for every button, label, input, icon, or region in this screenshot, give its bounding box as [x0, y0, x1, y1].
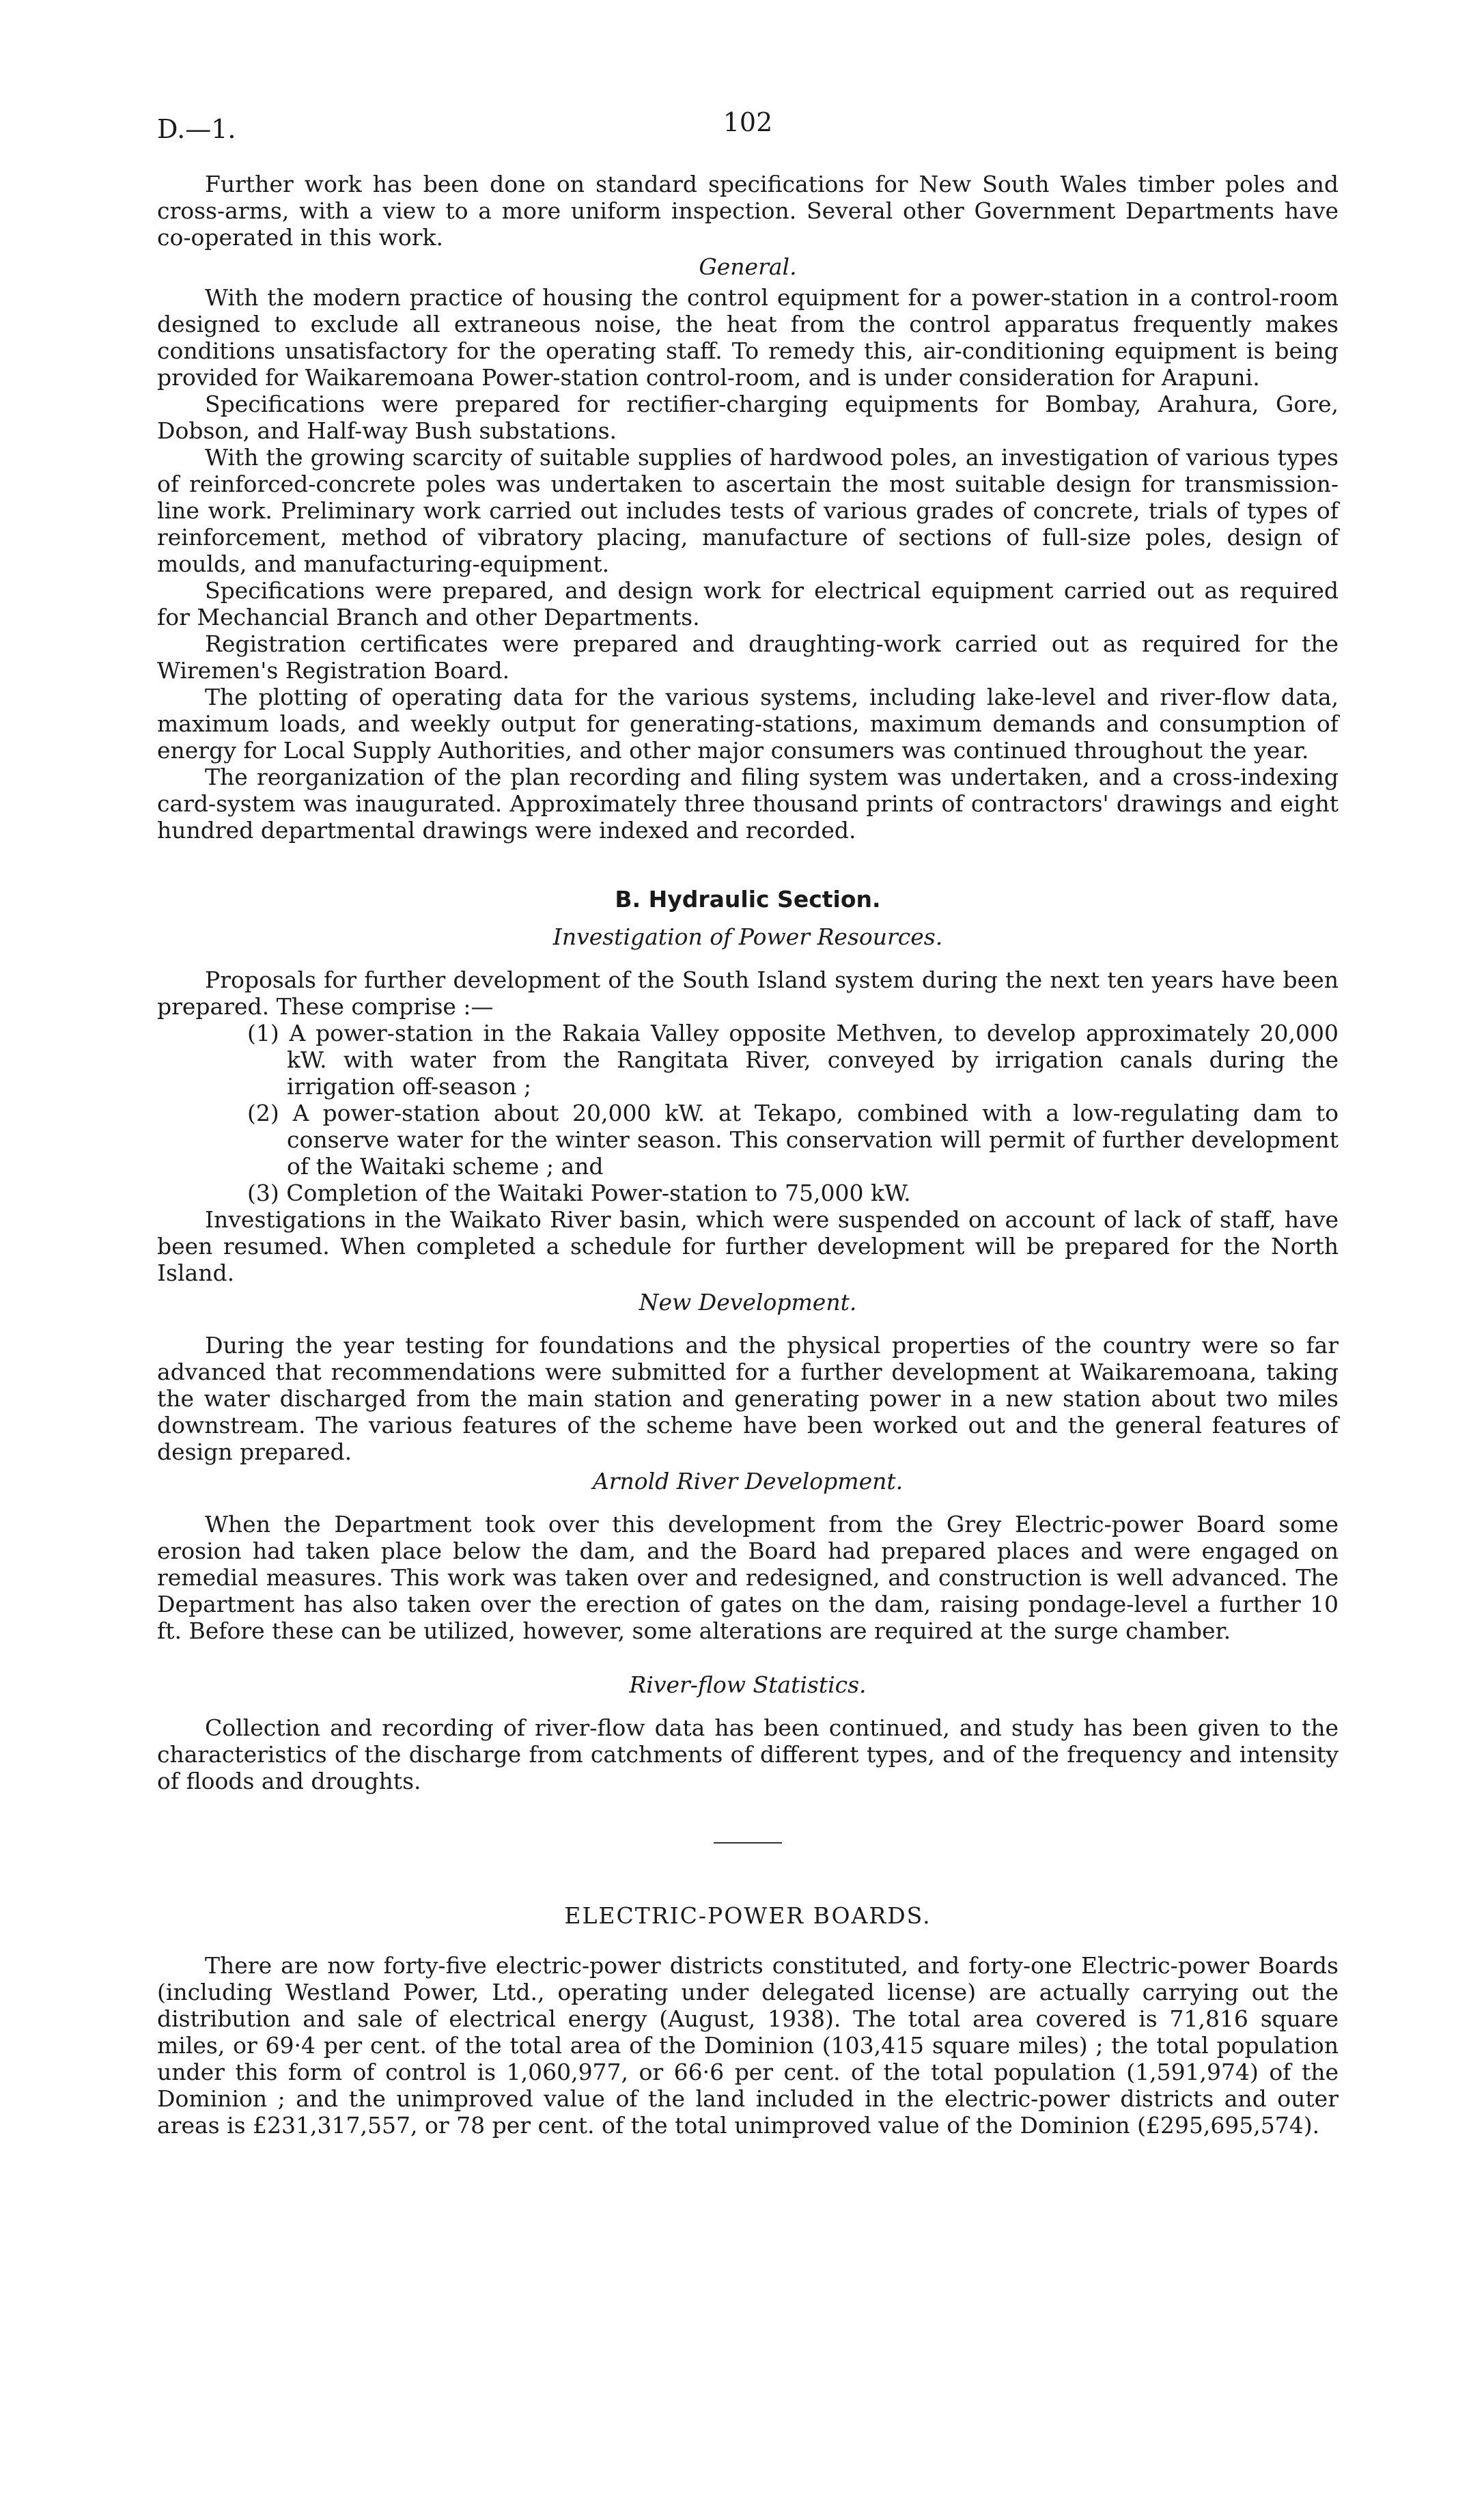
page-header: [157, 109, 1339, 157]
general-paragraph-6: The plotting of operating data for the various systems, including lake-level and river-flow data, maximum loads, and weekly output for generating-stations, maximum demands and consumption of energy for Local Supply Authorities, and other major consumers was continued throughout the year.: [157, 684, 1339, 764]
general-heading: General.: [699, 253, 797, 280]
boards-paragraph: There are now forty-five electric-power districts constituted, and forty-one Electric-power Boards (including Westland Power, Ltd., operating under delegated license) are actually carrying out the distribution and sale of electrical energy (August, 1938). The total area covered is 71,816 square miles, or 69·4 per cent. of the total area of the Dominion (103,415 square miles) ; the total population under this form of control is 1,060,977, or 66·6 per cent. of the total population (1,591,974) of the Dominion ; and the unimproved value of the land included in the electric-power districts and outer areas is £231,317,557, or 78 per cent. of the total unimproved value of the Dominion (£295,695,574).: [157, 1952, 1339, 2139]
list-item: (3) Completion of the Waitaki Power-station to 75,000 kW.: [247, 1180, 911, 1206]
general-paragraph-3: With the growing scarcity of suitable supplies of hardwood poles, an investigation of various types of reinforced-concrete poles was undertaken to ascertain the most suitable design for transmission-line work. Preliminary work carried out includes tests of various grades of concrete, trials of types of reinforcement, method of vibratory placing, manufacture of sections of full-size poles, design of moulds, and manufacturing-equipment.: [157, 444, 1339, 577]
general-paragraph-5: Registration certificates were prepared and draughting-work carried out as required for the Wiremen's Registration Board.: [157, 630, 1339, 684]
general-paragraph-7: The reorganization of the plan recording and filing system was undertaken, and a cross-indexing card-system was inaugurated. Approximately three thousand prints of contractors' drawings and eight hundred departmental drawings were indexed and recorded.: [157, 764, 1339, 844]
report-code: D.—1.: [157, 114, 236, 144]
boards-heading: ELECTRIC-POWER BOARDS.: [564, 1902, 932, 1929]
investigation-after: Investigations in the Waikato River basin, which were suspended on account of lack of staff, have been resumed. When completed a schedule for further development will be prepared for the North Island.: [157, 1206, 1339, 1286]
riverflow-heading: River-flow Statistics.: [629, 1671, 867, 1698]
hydraulic-section-title: B. Hydraulic Section.: [615, 886, 881, 913]
new-development-heading: New Development.: [639, 1289, 857, 1316]
investigation-heading: Investigation of Power Resources.: [552, 923, 943, 950]
page-number: 102: [723, 107, 773, 137]
general-paragraph-2: Specifications were prepared for rectifier-charging equipments for Bombay, Arahura, Gore, Dobson, and Half-way Bush substations.: [157, 391, 1339, 444]
general-paragraph-4: Specifications were prepared, and design work for electrical equipment carried out as required for Mechancial Branch and other Departments.: [157, 577, 1339, 630]
new-development-paragraph: During the year testing for foundations and the physical properties of the country were so far advanced that recommendations were submitted for a further development at Waikaremoana, taking the water discharged from the main station and generating power in a new station about two miles downstream. The various features of the scheme have been worked out and the general features of design prepared.: [157, 1332, 1339, 1465]
section-divider: [714, 1842, 782, 1844]
intro-paragraph: Further work has been done on standard specifications for New South Wales timber poles and cross-arms, with a view to a more uniform inspection. Several other Government Departments have co-operated in this work.: [157, 171, 1339, 251]
investigation-intro: Proposals for further development of the South Island system during the next ten years have been prepared. These comprise :—: [157, 967, 1339, 1020]
document-page: [157, 109, 1339, 2139]
list-item: (1) A power-station in the Rakaia Valley opposite Methven, to develop approximately 20,000 kW. with water from the Rangitata River, conveyed by irrigation canals during the irrigation off-season ;: [247, 1020, 1339, 1100]
arnold-paragraph: When the Department took over this development from the Grey Electric-power Board some erosion had taken place below the dam, and the Board had prepared places and were engaged on remedial measures. This work was taken over and redesigned, and construction is well advanced. The Department has also taken over the erection of gates on the dam, raising pondage-level a further 10 ft. Before these can be utilized, however, some alterations are required at the surge chamber.: [157, 1511, 1339, 1644]
proposals-list: [157, 1020, 1339, 1206]
riverflow-paragraph: Collection and recording of river-flow data has been continued, and study has been given to the characteristics of the discharge from catchments of different types, and of the frequency and intensity of floods and droughts.: [157, 1714, 1339, 1794]
general-paragraph-1: With the modern practice of housing the control equipment for a power-station in a control-room designed to exclude all extraneous noise, the heat from the control apparatus frequently makes conditions unsatisfactory for the operating staff. To remedy this, air-conditioning equipment is being provided for Waikaremoana Power-station control-room, and is under consideration for Arapuni.: [157, 284, 1339, 391]
list-item: (2) A power-station about 20,000 kW. at Tekapo, combined with a low-regulating dam to conserve water for the winter season. This conservation will permit of further development of the Waitaki scheme ; and: [247, 1100, 1339, 1180]
arnold-heading: Arnold River Development.: [592, 1468, 904, 1494]
